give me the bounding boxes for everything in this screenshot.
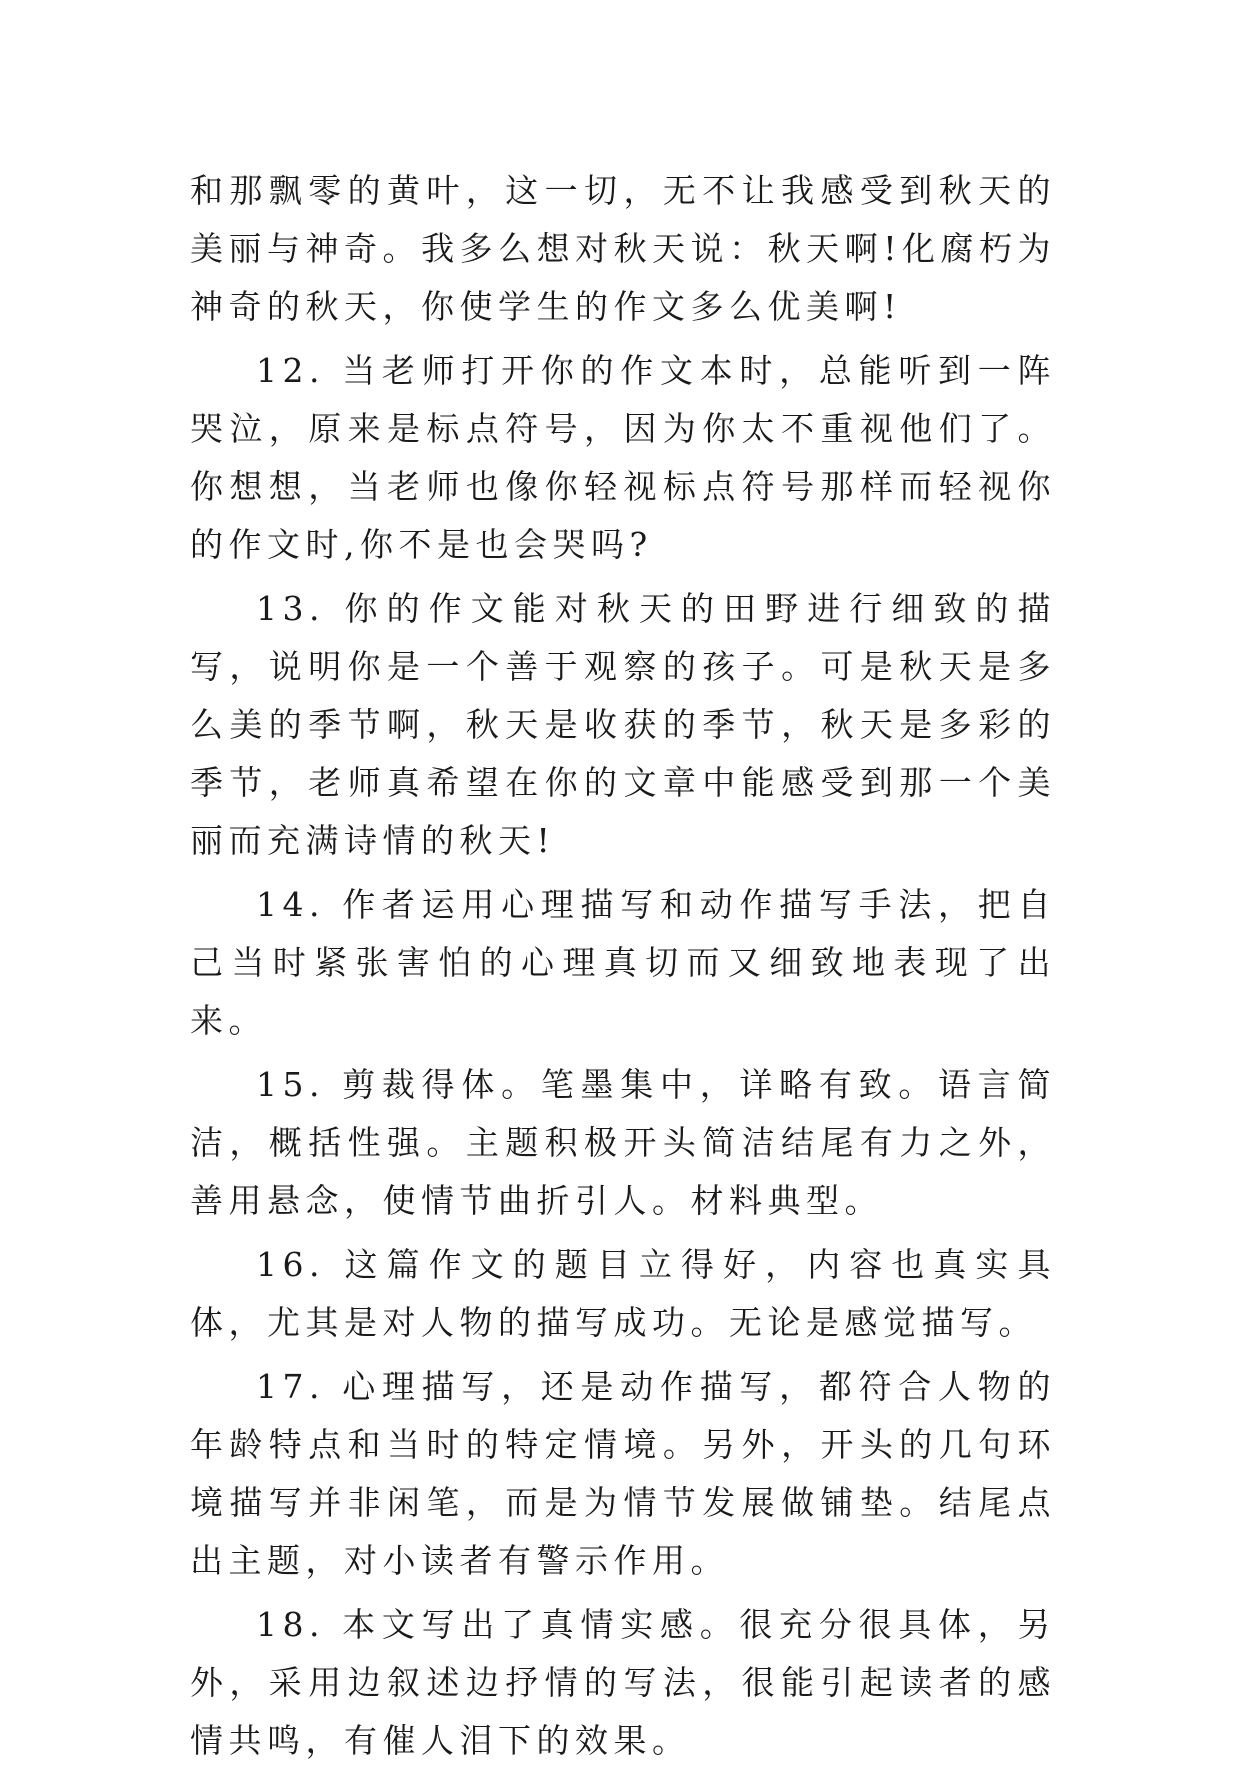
paragraph-continuation: 和那飘零的黄叶，这一切，无不让我感受到秋天的美丽与神奇。我多么想对秋天说：秋天啊!化腐朽为神奇的秋天，你使学生的作文多么优美啊! [190, 171, 1056, 326]
paragraph-13: 13. 你的作文能对秋天的田野进行细致的描写，说明你是一个善于观察的孩子。可是秋天是多么美的季节啊，秋天是收获的季节，秋天是多彩的季节，老师真希望在你的文章中能感受到那一个美丽而充满诗情的秋天! [190, 589, 1056, 860]
paragraph-18: 18. 本文写出了真情实感。很充分很具体，另外，采用边叙述边抒情的写法，很能引起读者的感情共鸣，有催人泪下的效果。 [190, 1605, 1056, 1760]
paragraph-17: 17. 心理描写，还是动作描写，都符合人物的年龄特点和当时的特定情境。另外，开头的几句环境描写并非闲笔，而是为情节发展做铺垫。结尾点出主题，对小读者有警示作用。 [190, 1367, 1056, 1580]
paragraph-16: 16. 这篇作文的题目立得好，内容也真实具体，尤其是对人物的描写成功。无论是感觉描写。 [190, 1245, 1056, 1342]
document-body [190, 162, 1056, 1770]
paragraph-12: 12. 当老师打开你的作文本时，总能听到一阵哭泣，原来是标点符号，因为你太不重视他们了。你想想，当老师也像你轻视标点符号那样而轻视你的作文时,你不是也会哭吗? [190, 351, 1056, 564]
paragraph-15: 15. 剪裁得体。笔墨集中，详略有致。语言简洁，概括性强。主题积极开头简洁结尾有力之外，善用悬念，使情节曲折引人。材料典型。 [190, 1065, 1056, 1220]
paragraph-14: 14. 作者运用心理描写和动作描写手法，把自己当时紧张害怕的心理真切而又细致地表现了出来。 [190, 885, 1056, 1040]
